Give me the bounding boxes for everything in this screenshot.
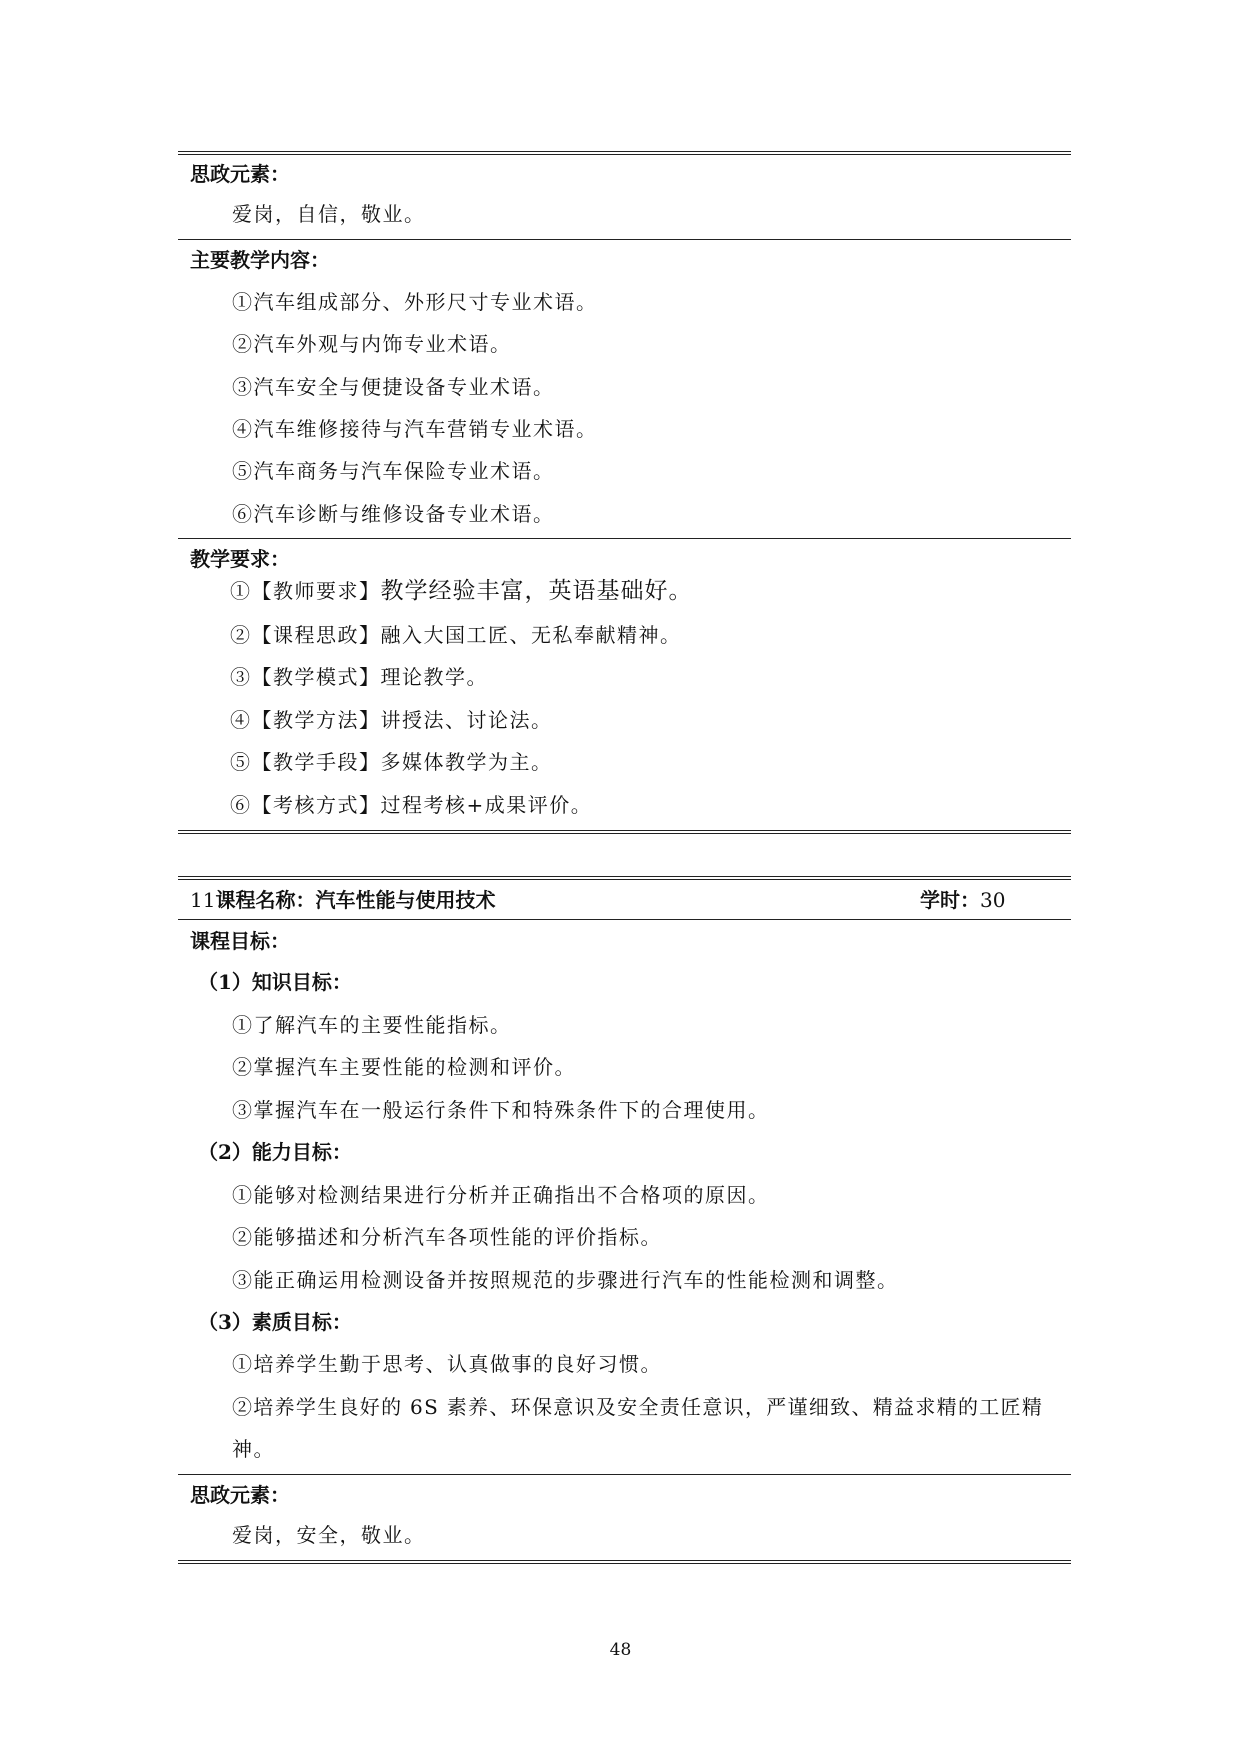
course-ideology-heading: 思政元素： [190, 1483, 290, 1507]
requirements-heading: 教学要求： [190, 547, 290, 571]
requirement-item [230, 572, 693, 605]
content-item: ②汽车外观与内饰专业术语。 [232, 332, 512, 356]
divider [178, 919, 1071, 920]
requirement-item [230, 704, 553, 733]
requirement-text: 教学经验丰富，英语基础好。 [380, 578, 693, 604]
goals-heading: 课程目标： [190, 929, 290, 953]
requirement-item [230, 746, 553, 775]
knowledge-item: ②掌握汽车主要性能的检测和评价。 [232, 1055, 576, 1079]
requirement-prefix: ④【教学方法】 [230, 708, 381, 732]
course-title [190, 884, 495, 913]
requirement-text: 多媒体教学为主。 [380, 750, 553, 774]
requirement-item [230, 619, 682, 648]
course-top-double-rule [178, 876, 1071, 880]
content-item: ⑤汽车商务与汽车保险专业术语。 [232, 459, 555, 483]
requirement-text: 过程考核+成果评价。 [380, 793, 593, 817]
requirement-text: 融入大国工匠、无私奉献精神。 [380, 623, 682, 647]
page-number: 48 [609, 1640, 632, 1660]
quality-item: ②培养学生良好的 6S 素养、环保意识及安全责任意识，严谨细致、精益求精的工匠精 [232, 1395, 1044, 1419]
ability-item: ②能够描述和分析汽车各项性能的评价指标。 [232, 1225, 662, 1249]
ability-item: ③能正确运用检测设备并按照规范的步骤进行汽车的性能检测和调整。 [232, 1268, 899, 1292]
content-item: ③汽车安全与便捷设备专业术语。 [232, 375, 555, 399]
requirement-text: 理论教学。 [380, 665, 488, 689]
ability-heading: （2）能力目标： [198, 1140, 352, 1164]
knowledge-heading: （1）知识目标： [198, 970, 352, 994]
requirement-prefix: ①【教师要求】 [230, 579, 381, 603]
content-item: ①汽车组成部分、外形尺寸专业术语。 [232, 290, 598, 314]
course-end-double-rule [178, 1560, 1071, 1564]
quality-heading: （3）素质目标： [198, 1310, 352, 1334]
section-end-double-rule [178, 830, 1071, 834]
requirement-item [230, 789, 592, 818]
divider [178, 1474, 1071, 1475]
course-name-label: 课程名称： [215, 888, 316, 912]
ideology-text: 爱岗，自信，敬业。 [232, 202, 426, 226]
quality-item: ①培养学生勤于思考、认真做事的良好习惯。 [232, 1352, 662, 1376]
hours-label: 学时： [920, 888, 980, 912]
divider [178, 538, 1071, 539]
course-hours [920, 884, 1005, 913]
hours-value: 30 [980, 888, 1006, 912]
requirement-prefix: ②【课程思政】 [230, 623, 381, 647]
content-heading: 主要教学内容： [190, 248, 330, 272]
requirement-item [230, 661, 488, 690]
requirement-prefix: ③【教学模式】 [230, 665, 381, 689]
course-number: 11 [190, 888, 216, 912]
knowledge-item: ①了解汽车的主要性能指标。 [232, 1013, 512, 1037]
course-ideology-text: 爱岗，安全，敬业。 [232, 1523, 426, 1547]
knowledge-item: ③掌握汽车在一般运行条件下和特殊条件下的合理使用。 [232, 1098, 770, 1122]
content-item: ④汽车维修接待与汽车营销专业术语。 [232, 417, 598, 441]
quality-item: 神。 [232, 1437, 275, 1461]
content-item: ⑥汽车诊断与维修设备专业术语。 [232, 502, 555, 526]
divider [178, 239, 1071, 240]
requirement-prefix: ⑤【教学手段】 [230, 750, 381, 774]
ability-item: ①能够对检测结果进行分析并正确指出不合格项的原因。 [232, 1183, 770, 1207]
requirement-text: 讲授法、讨论法。 [380, 708, 553, 732]
top-double-rule [178, 151, 1071, 155]
requirement-prefix: ⑥【考核方式】 [230, 793, 381, 817]
ideology-heading: 思政元素： [190, 162, 290, 186]
course-name: 汽车性能与使用技术 [315, 888, 496, 912]
